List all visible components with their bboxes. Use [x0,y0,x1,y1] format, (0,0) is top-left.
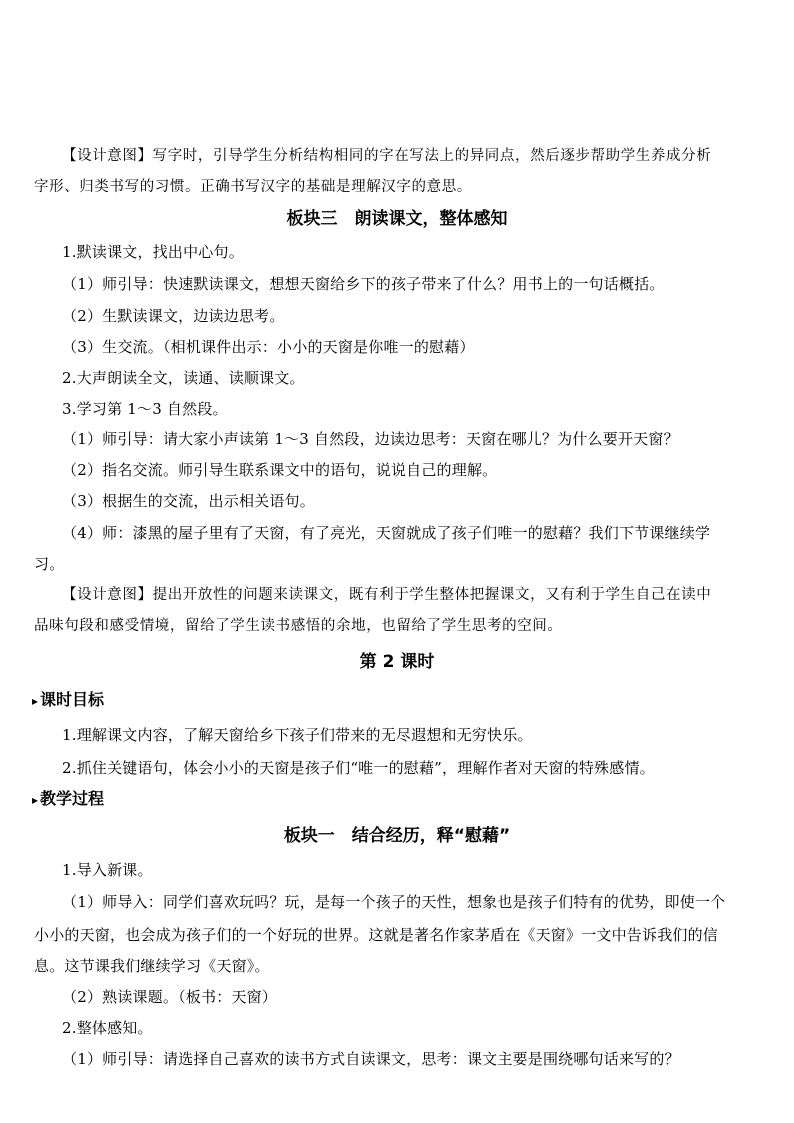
paragraph: （1）师引导：请选择自己喜欢的读书方式自读课文，思考：课文主要是围绕哪句话来写的？ [62,1050,680,1068]
section-heading-block3: 板块三 朗读课文，整体感知 [286,209,508,229]
paragraph: 习。 [34,555,65,573]
paragraph: 1.默读课文，找出中心句。 [62,243,244,261]
paragraph: 2.整体感知。 [62,1019,153,1037]
paragraph: （2）熟读课题。（板书：天窗） [62,988,278,1006]
paragraph: （1）师导入：同学们喜欢玩吗？玩，是每一个孩子的天性，想象也是孩子们特有的优势，即使一个 [62,893,726,911]
goals-heading-label: 课时目标 [40,690,105,709]
goal-item: 1.理解课文内容，了解天窗给乡下孩子们带来的无尽遐想和无穷快乐。 [62,726,533,744]
paragraph: （3）根据生的交流，出示相关语句。 [62,492,315,510]
process-heading [32,788,104,811]
paragraph: （2）生默读课文，边读边思考。 [62,307,285,325]
goals-heading [32,689,104,712]
paragraph: （2）指名交流。师引导生联系课文中的语句，说说自己的理解。 [62,461,498,479]
design-intent-1-line1: 【设计意图】写字时，引导学生分析结构相同的字在写法上的异同点，然后逐步帮助学生养成分析 [62,148,712,164]
paragraph: （1）师引导：请大家小声读第 1～3 自然段，边读边思考：天窗在哪儿？为什么要开天窗？ [62,430,679,448]
goal-item: 2.抓住关键语句，体会小小的天窗是孩子们“唯一的慰藉”，理解作者对天窗的特殊感情。 [62,759,655,777]
bullet-icon: ▸ [32,793,39,807]
paragraph: （3）生交流。（相机课件出示：小小的天窗是你唯一的慰藉） [62,338,475,356]
paragraph: （4）师：漆黑的屋子里有了天窗，有了亮光，天窗就成了孩子们唯一的慰藉？我们下节课继续学 [62,524,711,542]
process-heading-label: 教学过程 [40,789,105,808]
paragraph: 息。这节课我们继续学习《天窗》。 [34,957,270,975]
lesson-title: 第 2 课时 [359,652,435,672]
paragraph: （1）师引导：快速默读课文，想想天窗给乡下的孩子带来了什么？用书上的一句话概括。 [62,275,665,293]
bullet-icon: ▸ [32,694,39,708]
design-intent-2-line2: 品味句段和感受情境，留给了学生读书感悟的余地，也留给了学生思考的空间。 [34,618,563,634]
design-intent-1-line2: 字形、归类书写的习惯。正确书写汉字的基础是理解汉字的意思。 [34,179,472,195]
paragraph: 2.大声朗读全文，读通、读顺课文。 [62,369,305,387]
paragraph: 3.学习第 1～3 自然段。 [62,400,228,418]
design-intent-2-line1: 【设计意图】提出开放性的问题来读课文，既有利于学生整体把握课文，又有利于学生自己在读中 [62,587,712,603]
paragraph: 小小的天窗，也会成为孩子们的一个好玩的世界。这就是著名作家茅盾在《天窗》一文中告诉我们的信 [34,926,719,944]
section-heading-block1: 板块一 结合经历，释“慰藉” [283,826,511,846]
paragraph: 1.导入新课。 [62,861,153,879]
